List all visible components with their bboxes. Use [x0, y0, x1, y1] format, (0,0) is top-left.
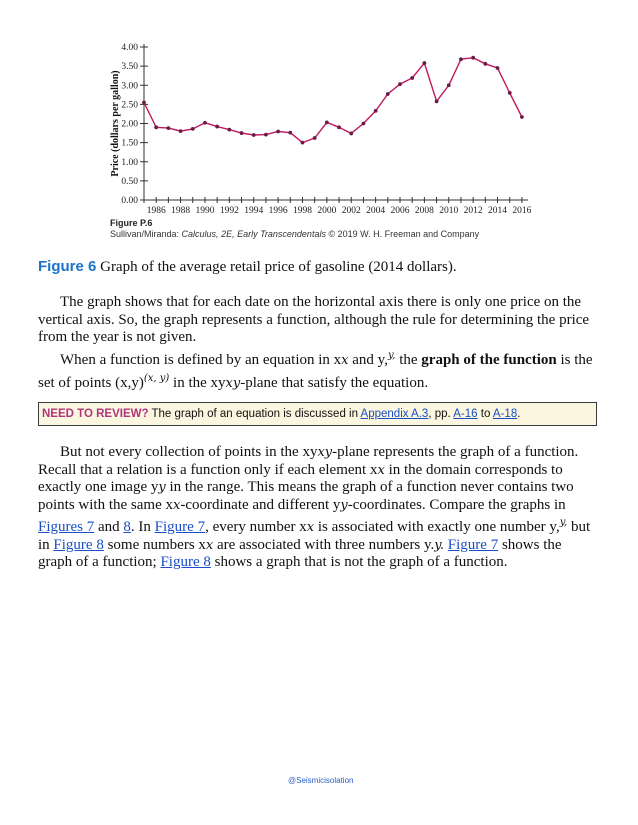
x-tick-label: 1998 [292, 206, 312, 216]
data-point [349, 132, 353, 136]
data-point [337, 125, 341, 129]
paragraph-2: When a function is defined by an equation in xx and y,$^{y,}$ the graph of the function is the set of points $(x,y)^{(x, y)}$ in the xyxy-plane that satisfy the equation. [38, 350, 593, 391]
data-point [142, 101, 146, 105]
data-point [459, 57, 463, 61]
x-tick-label: 2006 [390, 206, 410, 216]
data-point [508, 91, 512, 95]
paragraph-1: The graph shows that for each date on the horizontal axis there is only one price on the vertical axis. So, the graph represents a function, although the rule for determining the price from the year is not given. [38, 294, 590, 345]
data-point [215, 125, 219, 129]
x-tick-label: 2016 [512, 206, 532, 216]
data-point [496, 66, 500, 70]
figure-caption: Figure 6 Graph of the average retail price of gasoline (2014 dollars). [38, 258, 457, 275]
data-point [386, 92, 390, 96]
need-to-review-box: NEED TO REVIEW? The graph of an equation is discussed in Appendix A.3, pp. A-16 to A-18. [38, 402, 597, 426]
y-tick-label: 3.50 [121, 62, 138, 73]
y-tick-label: 4.00 [121, 43, 138, 53]
data-point [240, 131, 244, 135]
link-figure-7-a[interactable]: Figure 7 [154, 519, 206, 535]
data-point [166, 126, 170, 130]
data-point [483, 62, 487, 66]
data-point [252, 133, 256, 137]
y-tick-label: 3.00 [121, 81, 138, 92]
x-tick-label: 2000 [317, 206, 337, 216]
price-series-line [144, 58, 522, 143]
data-point [362, 122, 366, 126]
x-tick-label: 1990 [195, 206, 215, 216]
y-tick-label: 0.00 [121, 196, 138, 206]
link-figure-7-b[interactable]: Figure 7 [447, 536, 499, 553]
data-point [301, 141, 305, 145]
review-tag: NEED TO REVIEW? [42, 408, 149, 420]
x-tick-label: 2008 [414, 206, 434, 216]
data-point [447, 83, 451, 87]
watermark: @Seismicisolation [288, 776, 354, 785]
data-point [422, 61, 426, 65]
data-point [154, 125, 158, 129]
x-tick-label: 2010 [439, 206, 459, 216]
price-series-points [142, 56, 524, 145]
y-tick-label: 2.00 [121, 119, 138, 130]
link-figure-8-a[interactable]: Figure 8 [53, 536, 104, 553]
chart-axes [144, 44, 528, 200]
data-point [520, 115, 524, 119]
paragraph-3: But not every collection of points in the xyxy-plane represents the graph of a function. Recall that a relation is a function only if each element xx in the domain corresponds to exactly one image yy in the range. This means the graph of a function never contains two points with the same xx-coordinate and different yy-coordinates. Compare the graphs in Figures 7 and 8. In Figure 7, every number xx is associated with exactly one number y,$^{y,}$ but in Figure 8 some numbers xx are associated with three numbers y.y. Figure 7 shows the graph of a function; Figure 8 shows a graph that is not the graph of a function. [38, 444, 591, 570]
link-figure-8-b[interactable]: Figure 8 [160, 554, 211, 570]
data-point [264, 133, 268, 137]
link-page-a18[interactable]: A-18 [492, 408, 518, 420]
data-point [374, 109, 378, 113]
y-axis-label: Price (dollars per gallon) [110, 70, 121, 177]
data-point [435, 99, 439, 103]
figure-p6 [0, 0, 638, 248]
data-point [191, 127, 195, 131]
x-tick-label: 1986 [146, 206, 166, 216]
data-point [313, 136, 317, 140]
caption-figure-number: Figure 6 [38, 258, 97, 275]
x-tick-label: 1992 [219, 206, 239, 216]
link-figure-8-short[interactable]: 8 [123, 519, 131, 535]
x-tick-label: 2002 [341, 206, 361, 216]
data-point [471, 56, 475, 60]
link-appendix-a3[interactable]: Appendix A.3 [360, 408, 429, 420]
y-tick-label: 2.50 [121, 100, 138, 111]
x-tick-label: 1996 [268, 206, 288, 216]
y-tick-label: 1.50 [121, 138, 138, 149]
x-tick-label: 1994 [244, 206, 264, 216]
gas-price-chart [0, 0, 638, 248]
y-tick-label: 0.50 [121, 176, 138, 187]
data-point [203, 121, 207, 125]
link-page-a16[interactable]: A-16 [453, 408, 478, 420]
figure-label: Figure P.6 [110, 218, 153, 228]
x-tick-label: 2004 [366, 206, 386, 216]
x-tick-label: 1988 [171, 206, 191, 216]
data-point [288, 131, 292, 135]
data-point [398, 82, 402, 86]
link-figures-7[interactable]: Figures 7 [38, 519, 95, 535]
y-tick-label: 1.00 [121, 157, 138, 168]
x-tick-label: 2014 [488, 206, 508, 216]
data-point [325, 120, 329, 124]
data-point [179, 129, 183, 133]
x-tick-label: 2012 [463, 206, 483, 216]
data-point [227, 128, 231, 132]
figure-source: Sullivan/Miranda: Calculus, 2E, Early Transcendentals © 2019 W. H. Freeman and Company [110, 229, 480, 239]
data-point [410, 76, 414, 80]
data-point [276, 130, 280, 134]
